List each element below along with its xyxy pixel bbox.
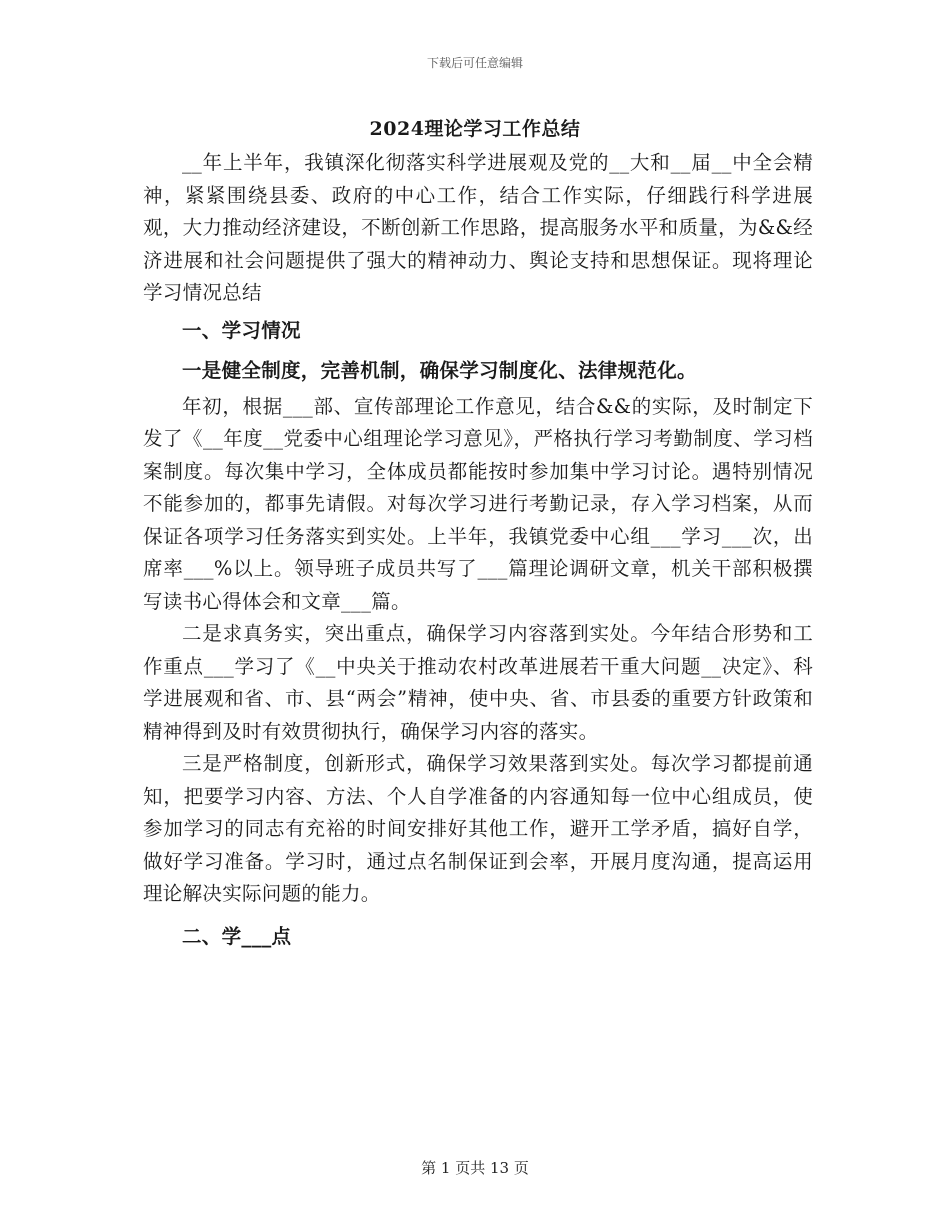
paragraph-focus-content: 二是求真务实，突出重点，确保学习内容落到实处。今年结合形势和工作重点___学习了《__中央关于推动农村改革进展若干重大问题__决定》、科学进展观和省、市、县“两会”精神，使中央、省、市县委的重要方针政策和精神得到及时有效贯彻执行，确保学习内容的落实。 — [143, 622, 813, 743]
section-heading-study-status: 一、学习情况 — [182, 318, 301, 342]
section-heading-study-points: 二、学___点 — [182, 924, 292, 948]
subsection-heading-system: 一是健全制度，完善机制，确保学习制度化、法律规范化。 — [182, 358, 697, 382]
paragraph-system-details: 年初，根据___部、宣传部理论工作意见，结合&&的实际，及时制定下发了《__年度__党委中心组理论学习意见》，严格执行学习考勤制度、学习档案制度。每次集中学习，全体成员都能按时参加集中学习讨论。遇特别情况不能参加的，都事先请假。对每次学习进行考勤记录，存入学习档案，从而保证各项学习任务落实到实处。上半年，我镇党委中心组___学习___次，出席率___%以上。领导班子成员共写了___篇理论调研文章，机关干部积极撰写读书心得体会和文章___篇。 — [143, 394, 813, 613]
page-header-note: 下载后可任意编辑 — [426, 56, 523, 70]
document-body — [143, 147, 813, 957]
document-title: 2024理论学习工作总结 — [369, 118, 581, 140]
paragraph-strict-system: 三是严格制度，创新形式，确保学习效果落到实处。每次学习都提前通知，把要学习内容、方法、个人自学准备的内容通知每一位中心组成员，使参加学习的同志有充裕的时间安排好其他工作，避开工学矛盾，搞好自学，做好学习准备。学习时，通过点名制保证到会率，开展月度沟通，提高运用理论解决实际问题的能力。 — [143, 752, 813, 905]
intro-paragraph: __年上半年，我镇深化彻落实科学进展观及党的__大和__届__中全会精神，紧紧围绕县委、政府的中心工作，结合工作实际，仔细践行科学进展观，大力推动经济建设，不断创新工作思路，提高服务水平和质量，为&&经济进展和社会问题提供了强大的精神动力、舆论支持和思想保证。现将理论学习情况总结 — [143, 151, 813, 304]
page-number-footer: 第 1 页共 13 页 — [421, 1159, 529, 1177]
